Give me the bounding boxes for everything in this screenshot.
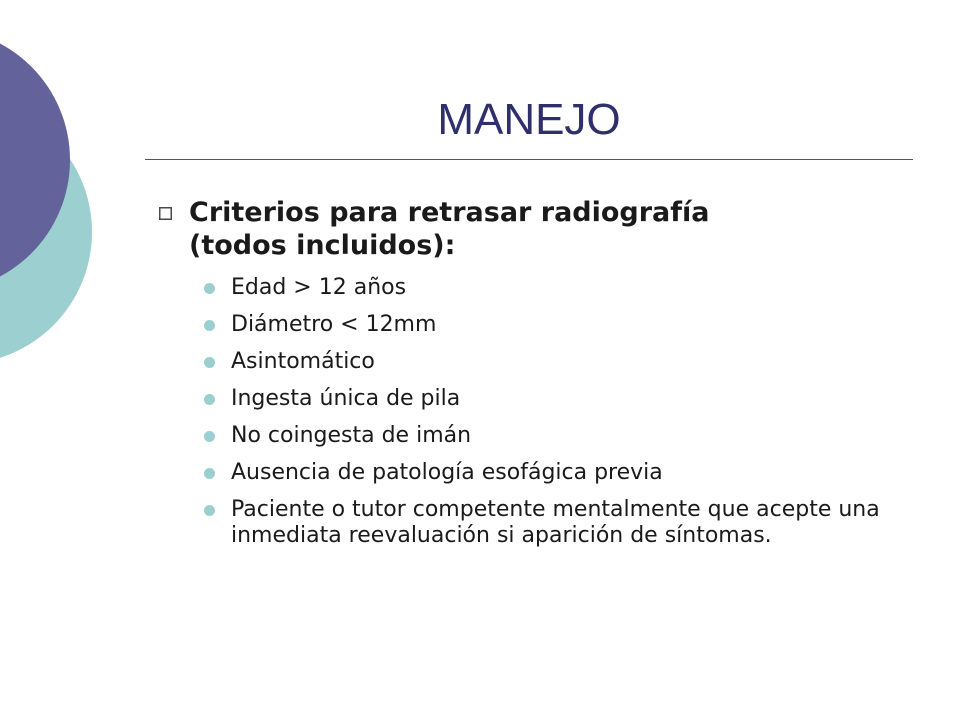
sub-bullet-item xyxy=(145,386,913,412)
main-bullet-text: Criterios para retrasar radiografía (todos incluidos): xyxy=(189,197,710,261)
circle-bullet-icon xyxy=(204,468,215,479)
sub-bullet-text: Paciente o tutor competente mentalmente que acepte una inmediata reevaluación si aparición de síntomas. xyxy=(231,497,880,548)
sub-bullet-item xyxy=(145,349,913,375)
sub-bullet-item xyxy=(145,275,913,301)
sub-bullet-item xyxy=(145,312,913,338)
hollow-square-bullet-icon xyxy=(159,207,172,220)
sub-bullet-text: Diámetro < 12mm xyxy=(231,312,437,337)
slide-content xyxy=(145,196,913,560)
circle-bullet-icon xyxy=(204,283,215,294)
sub-bullet-text: Ausencia de patología esofágica previa xyxy=(231,460,663,485)
decorative-circles xyxy=(0,0,130,400)
circle-bullet-icon xyxy=(204,394,215,405)
sub-bullet-text: Asintomático xyxy=(231,349,375,374)
sub-bullet-text: No coingesta de imán xyxy=(231,423,472,448)
sub-bullet-item xyxy=(145,423,913,449)
sub-bullet-item xyxy=(145,460,913,486)
sub-bullet-list xyxy=(145,275,913,549)
circle-bullet-icon xyxy=(204,357,215,368)
sub-bullet-item xyxy=(145,497,913,549)
slide-title: MANEJO xyxy=(437,95,621,144)
sub-bullet-text: Edad > 12 años xyxy=(231,275,407,300)
circle-bullet-icon xyxy=(204,505,215,516)
circle-bullet-icon xyxy=(204,431,215,442)
title-divider xyxy=(145,159,913,160)
main-bullet-item xyxy=(145,196,913,262)
sub-bullet-text: Ingesta única de pila xyxy=(231,386,461,411)
circle-bullet-icon xyxy=(204,320,215,331)
